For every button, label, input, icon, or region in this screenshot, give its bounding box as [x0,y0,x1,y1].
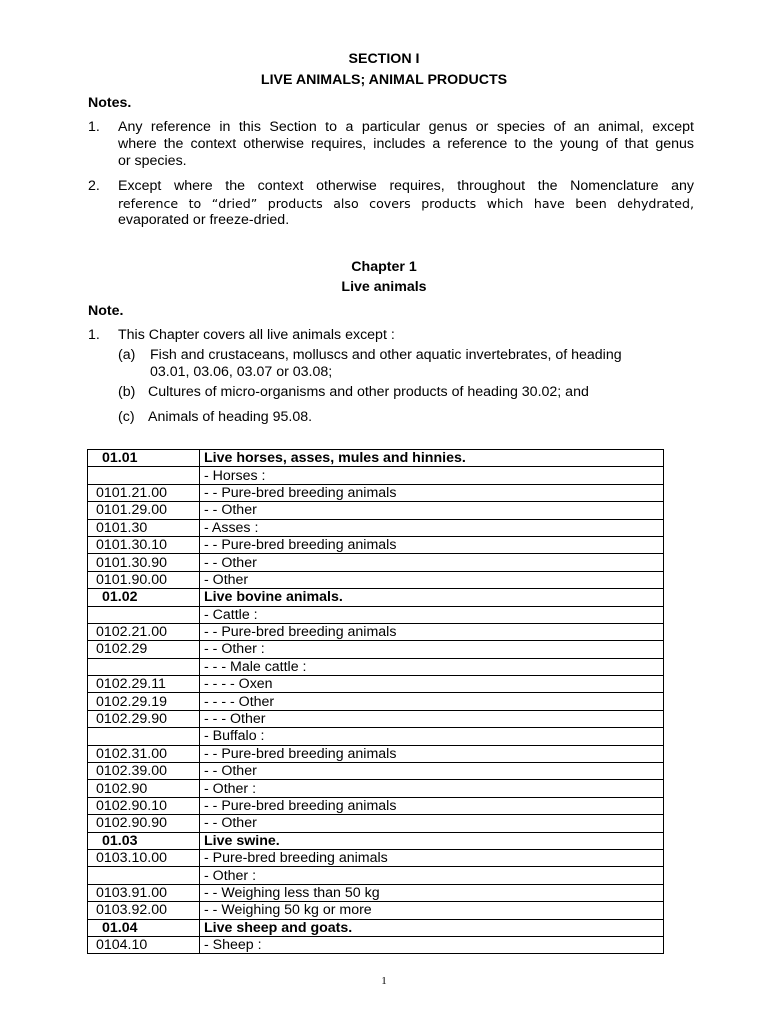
hs-code-cell [88,867,200,884]
table-row [88,710,664,727]
note-line: or species. [118,153,187,169]
note-line: evaporated or freeze-dried. [118,212,290,228]
table-row [88,519,664,536]
description-cell: Live sheep and goats. [200,919,664,936]
hs-code-cell: 0104.10 [88,936,200,953]
description-cell: - - - Male cattle : [200,658,664,675]
note-line: Except where the context otherwise requires, throughout the Nomenclature any [118,178,694,194]
description-cell: - - Other [200,554,664,571]
table-row [88,745,664,762]
table-row [88,623,664,640]
hs-code-cell: 0101.90.00 [88,571,200,588]
description-cell: - - Pure-bred breeding animals [200,745,664,762]
table-row [88,728,664,745]
hs-code-cell: 0101.29.00 [88,502,200,519]
table-row [88,641,664,658]
description-cell: Live bovine animals. [200,589,664,606]
table-row [88,849,664,866]
hs-code-cell: 0101.21.00 [88,484,200,501]
notes-heading: Notes. [88,95,132,111]
description-cell: - Horses : [200,467,664,484]
hs-code-cell: 0101.30.90 [88,554,200,571]
hs-code-cell: 0102.29.19 [88,693,200,710]
table-row [88,936,664,953]
description-cell: - - Other : [200,641,664,658]
hs-code-cell [88,467,200,484]
description-cell: Live swine. [200,832,664,849]
hs-code-cell: 0101.30 [88,519,200,536]
hs-code-cell: 01.03 [88,832,200,849]
table-row [88,884,664,901]
exclusion-label: (b) [118,384,136,400]
table-row [88,571,664,588]
tariff-table [87,449,664,954]
description-cell: Live horses, asses, mules and hinnies. [200,450,664,467]
table-row [88,780,664,797]
description-cell: - Pure-bred breeding animals [200,849,664,866]
hs-code-cell [88,658,200,675]
table-row [88,815,664,832]
table-row [88,693,664,710]
hs-code-cell: 0102.29 [88,641,200,658]
exclusion-line: Cultures of micro-organisms and other products of heading 30.02; and [148,384,589,400]
description-cell: - Cattle : [200,606,664,623]
description-cell: - Other [200,571,664,588]
description-cell: - - Other [200,815,664,832]
note-text [118,119,694,170]
table-row [88,589,664,606]
description-cell: - - Other [200,763,664,780]
table-row [88,658,664,675]
page-number: 1 [381,975,387,987]
table-row [88,676,664,693]
description-cell: - - - Other [200,710,664,727]
description-cell: - - - - Oxen [200,676,664,693]
hs-code-cell: 01.01 [88,450,200,467]
hs-code-cell [88,606,200,623]
table-row [88,536,664,553]
hs-code-cell: 0102.31.00 [88,745,200,762]
note-line: Any reference in this Section to a particular genus or species of an animal, except [118,119,694,135]
hs-code-cell: 0103.91.00 [88,884,200,901]
note-number: 1. [88,119,100,135]
description-cell: - - Pure-bred breeding animals [200,623,664,640]
table-row [88,867,664,884]
exclusion-label: (a) [118,347,136,363]
chapter-note-number: 1. [88,327,100,343]
description-cell: - - Pure-bred breeding animals [200,536,664,553]
hs-code-cell: 0103.10.00 [88,849,200,866]
table-row [88,797,664,814]
note-number: 2. [88,178,100,194]
description-cell: - Other : [200,780,664,797]
exclusion-line: Animals of heading 95.08. [148,409,313,425]
table-row [88,763,664,780]
hs-code-cell: 01.02 [88,589,200,606]
table-row [88,919,664,936]
description-cell: - - Other [200,502,664,519]
section-subtitle: LIVE ANIMALS; ANIMAL PRODUCTS [260,72,508,88]
hs-code-cell: 0102.29.90 [88,710,200,727]
hs-code-cell: 0102.29.11 [88,676,200,693]
hs-code-cell: 0101.30.10 [88,536,200,553]
table-row [88,902,664,919]
description-cell: - - Weighing less than 50 kg [200,884,664,901]
hs-code-cell: 0102.90 [88,780,200,797]
note-line: where the context otherwise requires, includes a reference to the young of that genus [118,136,694,152]
table-row [88,502,664,519]
table-row [88,484,664,501]
exclusion-line: 03.01, 03.06, 03.07 or 03.08; [150,364,333,380]
chapter-subtitle: Live animals [341,279,427,295]
chapter-note-intro: This Chapter covers all live animals except : [118,327,395,343]
description-cell: - Other : [200,867,664,884]
table-row [88,467,664,484]
hs-code-cell: 0102.90.10 [88,797,200,814]
description-cell: - Asses : [200,519,664,536]
exclusion-text [150,347,622,381]
hs-code-cell [88,728,200,745]
exclusion-label: (c) [118,409,135,425]
note-line: reference to “dried” products also covers products which have been dehydrated, [118,196,694,211]
description-cell: - Sheep : [200,936,664,953]
chapter-title: Chapter 1 [351,259,417,275]
hs-code-cell: 01.04 [88,919,200,936]
table-row [88,606,664,623]
table-row [88,832,664,849]
tariff-table-body [88,450,664,954]
table-row [88,450,664,467]
section-title: SECTION I [348,51,420,67]
exclusion-line: Fish and crustaceans, molluscs and other aquatic invertebrates, of heading [150,347,622,363]
description-cell: - - Pure-bred breeding animals [200,484,664,501]
hs-code-cell: 0103.92.00 [88,902,200,919]
hs-code-cell: 0102.21.00 [88,623,200,640]
description-cell: - - Pure-bred breeding animals [200,797,664,814]
hs-code-cell: 0102.39.00 [88,763,200,780]
description-cell: - Buffalo : [200,728,664,745]
hs-code-cell: 0102.90.90 [88,815,200,832]
description-cell: - - Weighing 50 kg or more [200,902,664,919]
note-text [118,178,694,229]
chapter-note-heading: Note. [88,303,124,319]
table-row [88,554,664,571]
description-cell: - - - - Other [200,693,664,710]
